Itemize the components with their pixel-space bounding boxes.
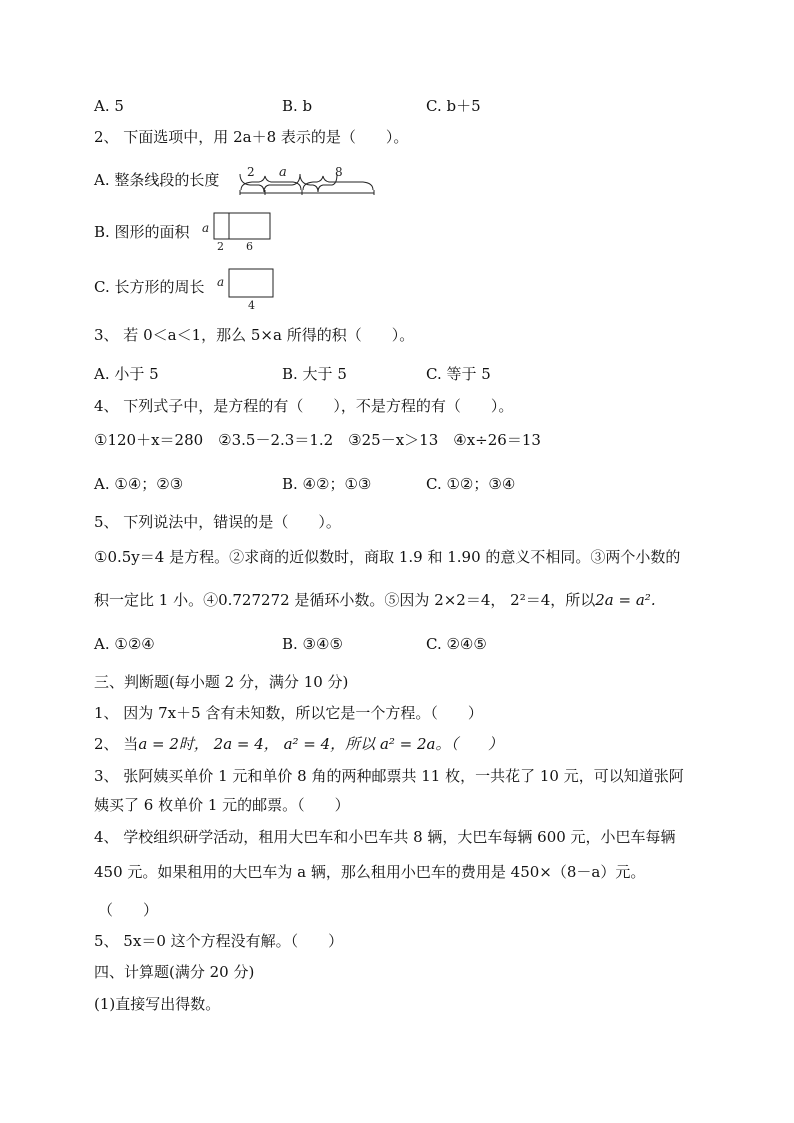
s3-q2-text: 2、 当	[94, 735, 139, 753]
q5-line2	[94, 590, 656, 610]
q5-option-c: C. ②④⑤	[426, 635, 487, 653]
q5-option-a: A. ①②④	[94, 635, 155, 653]
q4-stem: 4、 下列式子中，是方程的有（ ），不是方程的有（ ）。	[94, 397, 514, 415]
s3-q4-line3: （ ）	[98, 901, 159, 919]
q2-option-b-label: B. 图形的面积	[94, 223, 190, 241]
rect-width-6: 6	[246, 240, 253, 253]
q3-stem: 3、 若 0＜a＜1，那么 5×a 所得的积（ ）。	[94, 326, 415, 344]
section3-title: 三、判断题(每小题 2 分，满分 10 分)	[94, 673, 349, 691]
s3-q4-line1: 4、 学校组织研学活动，租用大巴车和小巴车共 8 辆，大巴车每辆 600 元，小巴车每辆	[94, 828, 676, 846]
rectangle-figure	[217, 267, 277, 311]
section4-title: 四、计算题(满分 20 分)	[94, 963, 255, 981]
q5-line2-text: 积一定比 1 小。④0.727272 是循环小数。⑤因为 2×2＝4， 2²＝4，所以	[94, 591, 596, 609]
segment-label-8: 8	[335, 165, 343, 179]
q5-stem: 5、 下列说法中，错误的是（ ）。	[94, 513, 341, 531]
rect-width-4: 4	[248, 299, 255, 312]
segment-diagram	[237, 164, 377, 196]
composite-rectangle-figure	[202, 211, 274, 253]
s3-q1: 1、 因为 7x＋5 含有未知数，所以它是一个方程。（ ）	[94, 704, 483, 722]
rect-width-2: 2	[217, 240, 224, 253]
q2-option-c-label: C. 长方形的周长	[94, 278, 205, 296]
rect-side-a: a	[202, 221, 210, 235]
segment-label-a: a	[279, 165, 287, 180]
q5-line1: ①0.5y＝4 是方程。②求商的近似数时，商取 1.9 和 1.90 的意义不相同。③两个小数的	[94, 548, 681, 566]
q5-line2-math: 2a = a².	[595, 591, 656, 609]
rect-side-a: a	[217, 275, 225, 289]
q3-option-b: B. 大于 5	[282, 365, 347, 383]
segment-label-2: 2	[247, 165, 255, 179]
q3-option-c: C. 等于 5	[426, 365, 491, 383]
s3-q4-line2: 450 元。如果租用的大巴车为 a 辆，那么租用小巴车的费用是 450×（8－a）元。	[94, 863, 646, 881]
s3-q5: 5、 5x＝0 这个方程没有解。（ ）	[94, 932, 344, 950]
q5-option-b: B. ③④⑤	[282, 635, 343, 653]
s3-q2-math: a = 2时， 2a = 4， a² = 4，所以 a² = 2a。（ ）	[138, 735, 503, 753]
q4-items: ①120＋x＝280 ②3.5－2.3＝1.2 ③25－x＞13 ④x÷26＝13	[94, 431, 541, 449]
q4-option-c: C. ①②；③④	[426, 475, 516, 493]
s3-q3-line1: 3、 张阿姨买单价 1 元和单价 8 角的两种邮票共 11 枚，一共花了 10 元，可以知道张阿	[94, 767, 684, 785]
q1-option-b: B. b	[282, 97, 313, 115]
q4-option-a: A. ①④；②③	[94, 475, 184, 493]
s3-q2	[94, 734, 503, 754]
q3-option-a: A. 小于 5	[94, 365, 159, 383]
q1-option-a: A. 5	[94, 97, 124, 115]
s3-q3-line2: 姨买了 6 枚单价 1 元的邮票。（ ）	[94, 796, 350, 814]
q2-stem: 2、 下面选项中，用 2a＋8 表示的是（ ）。	[94, 128, 409, 146]
q1-option-c: C. b＋5	[426, 97, 481, 115]
section4-sub1: (1)直接写出得数。	[94, 995, 221, 1013]
q4-option-b: B. ④②；①③	[282, 475, 372, 493]
q2-option-a-label: A. 整条线段的长度	[94, 171, 220, 189]
